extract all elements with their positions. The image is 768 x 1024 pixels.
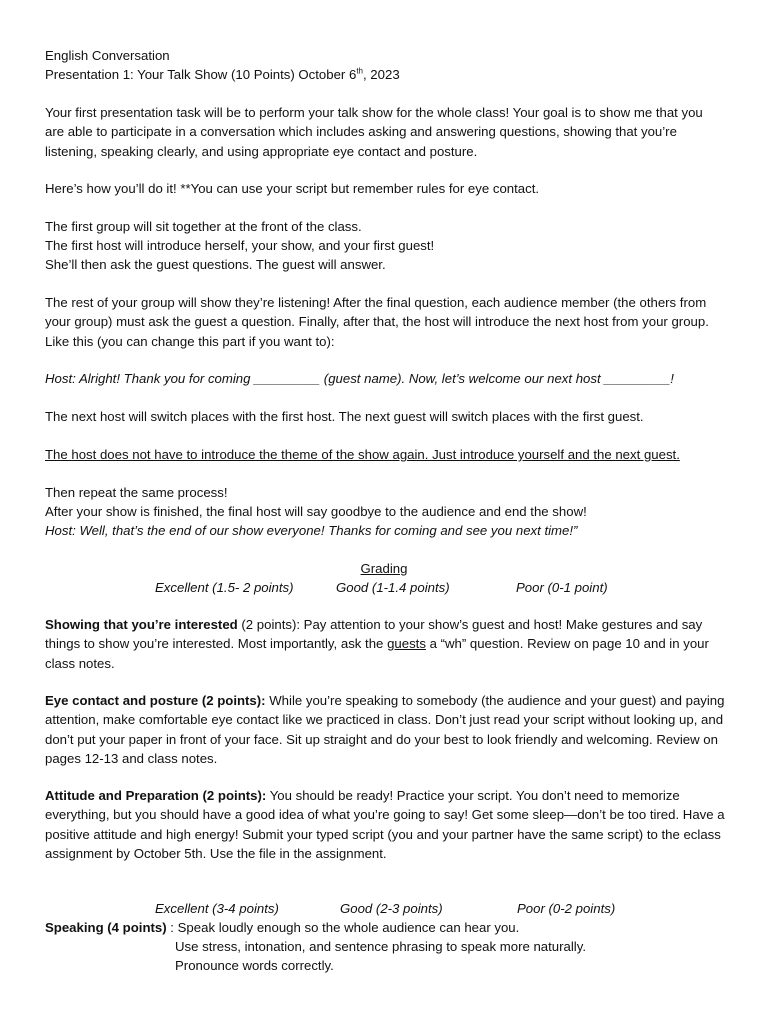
repeat-line-1: Then repeat the same process! xyxy=(45,485,228,500)
speaking-separator: : xyxy=(166,920,178,935)
speaking-line-3: Pronounce words correctly. xyxy=(175,958,334,973)
speaking-excellent: Excellent (3-4 points) xyxy=(155,901,279,916)
criterion-interest-tail: a “wh” question. Review on page 10 and in your class notes. xyxy=(45,636,709,671)
speaking-line-1: Speak loudly enough so the whole audience can hear you. xyxy=(177,920,520,935)
speaking-poor: Poor (0-2 points) xyxy=(517,901,616,916)
host-goodbye: Host: Well, that’s the end of our show everyone! Thanks for coming and see you next time!” xyxy=(45,523,578,538)
grading-title: Grading xyxy=(360,561,408,576)
how-to-line: Here’s how you’ll do it! **You can use your script but remember rules for eye contact. xyxy=(45,181,540,196)
step-2: The first host will introduce herself, your show, and your first guest! xyxy=(45,238,435,253)
criterion-attitude-text: You should be ready! Practice your script. You don’t need to memorize everything, but you should have a good idea of what you’re going to say! Get some sleep—don’t be too tired. Have a positive attitude and high energy! Submit your typed script (you and your partner have the same script) to the eclass assignment by October 5th. Use the file in the assignment. xyxy=(45,788,725,861)
criterion-eye-text: While you’re speaking to somebody (the audience and your guest) and paying attention, make comfortable eye contact like we practiced in class. Don’t just read your script without looking up, and don’t put your paper in front of your face. Sit up straight and do your best to look friendly and welcoming. Review on pages 12-13 and class notes. xyxy=(45,693,725,766)
course-title: English Conversation xyxy=(45,48,170,63)
criterion-attitude xyxy=(45,786,725,863)
host-example: Host: Alright! Thank you for coming _________ (guest name). Now, let’s welcome our next host _________! xyxy=(45,371,674,386)
criterion-interest-text: (2 points): Pay attention to your show’s guest and host! Make gestures and say things to show you’re interested. Most importantly, ask the xyxy=(45,617,703,652)
grading-poor: Poor (0-1 point) xyxy=(516,580,608,595)
speaking-good: Good (2-3 points) xyxy=(340,901,443,916)
speaking-criterion xyxy=(45,918,725,937)
intro-paragraph: Your first presentation task will be to perform your talk show for the whole class! Your goal is to show me that you are able to participate in a conversation which includes asking and answering questions, showing that you’re listening, speaking clearly, and using appropriate eye contact and posture. xyxy=(45,105,703,159)
title-main: Presentation 1: Your Talk Show (10 Points) October 6 xyxy=(45,67,357,82)
grading-good: Good (1-1.4 points) xyxy=(336,580,450,595)
switch-line: The next host will switch places with the first host. The next guest will switch places with the first guest. xyxy=(45,409,644,424)
criterion-eye-contact xyxy=(45,691,725,768)
title-tail: , 2023 xyxy=(362,67,400,82)
criterion-eye-label: Eye contact and posture (2 points): xyxy=(45,693,266,708)
presentation-title xyxy=(45,65,725,84)
repeat-line-2: After your show is finished, the final host will say goodbye to the audience and end the show! xyxy=(45,504,587,519)
underlined-note: The host does not have to introduce the theme of the show again. Just introduce yourself and the next guest. xyxy=(45,447,680,462)
criterion-interest-underlined: guests xyxy=(387,636,426,652)
grading-excellent: Excellent (1.5- 2 points) xyxy=(155,580,294,595)
rest-of-group-paragraph: The rest of your group will show they’re listening! After the final question, each audience member (the others from your group) must ask the guest a question. Finally, after that, the host will introduce the next host from your group. Like this (you can change this part if you want to): xyxy=(45,295,709,349)
title-superscript: th xyxy=(356,66,363,76)
speaking-label: Speaking (4 points) xyxy=(45,920,167,935)
criterion-interest-label: Showing that you’re interested xyxy=(45,617,238,632)
criterion-attitude-label: Attitude and Preparation (2 points): xyxy=(45,788,267,803)
speaking-line-2: Use stress, intonation, and sentence phrasing to speak more naturally. xyxy=(175,939,586,954)
step-1: The first group will sit together at the front of the class. xyxy=(45,219,362,234)
step-3: She’ll then ask the guest questions. The guest will answer. xyxy=(45,257,386,272)
criterion-interest xyxy=(45,615,725,673)
